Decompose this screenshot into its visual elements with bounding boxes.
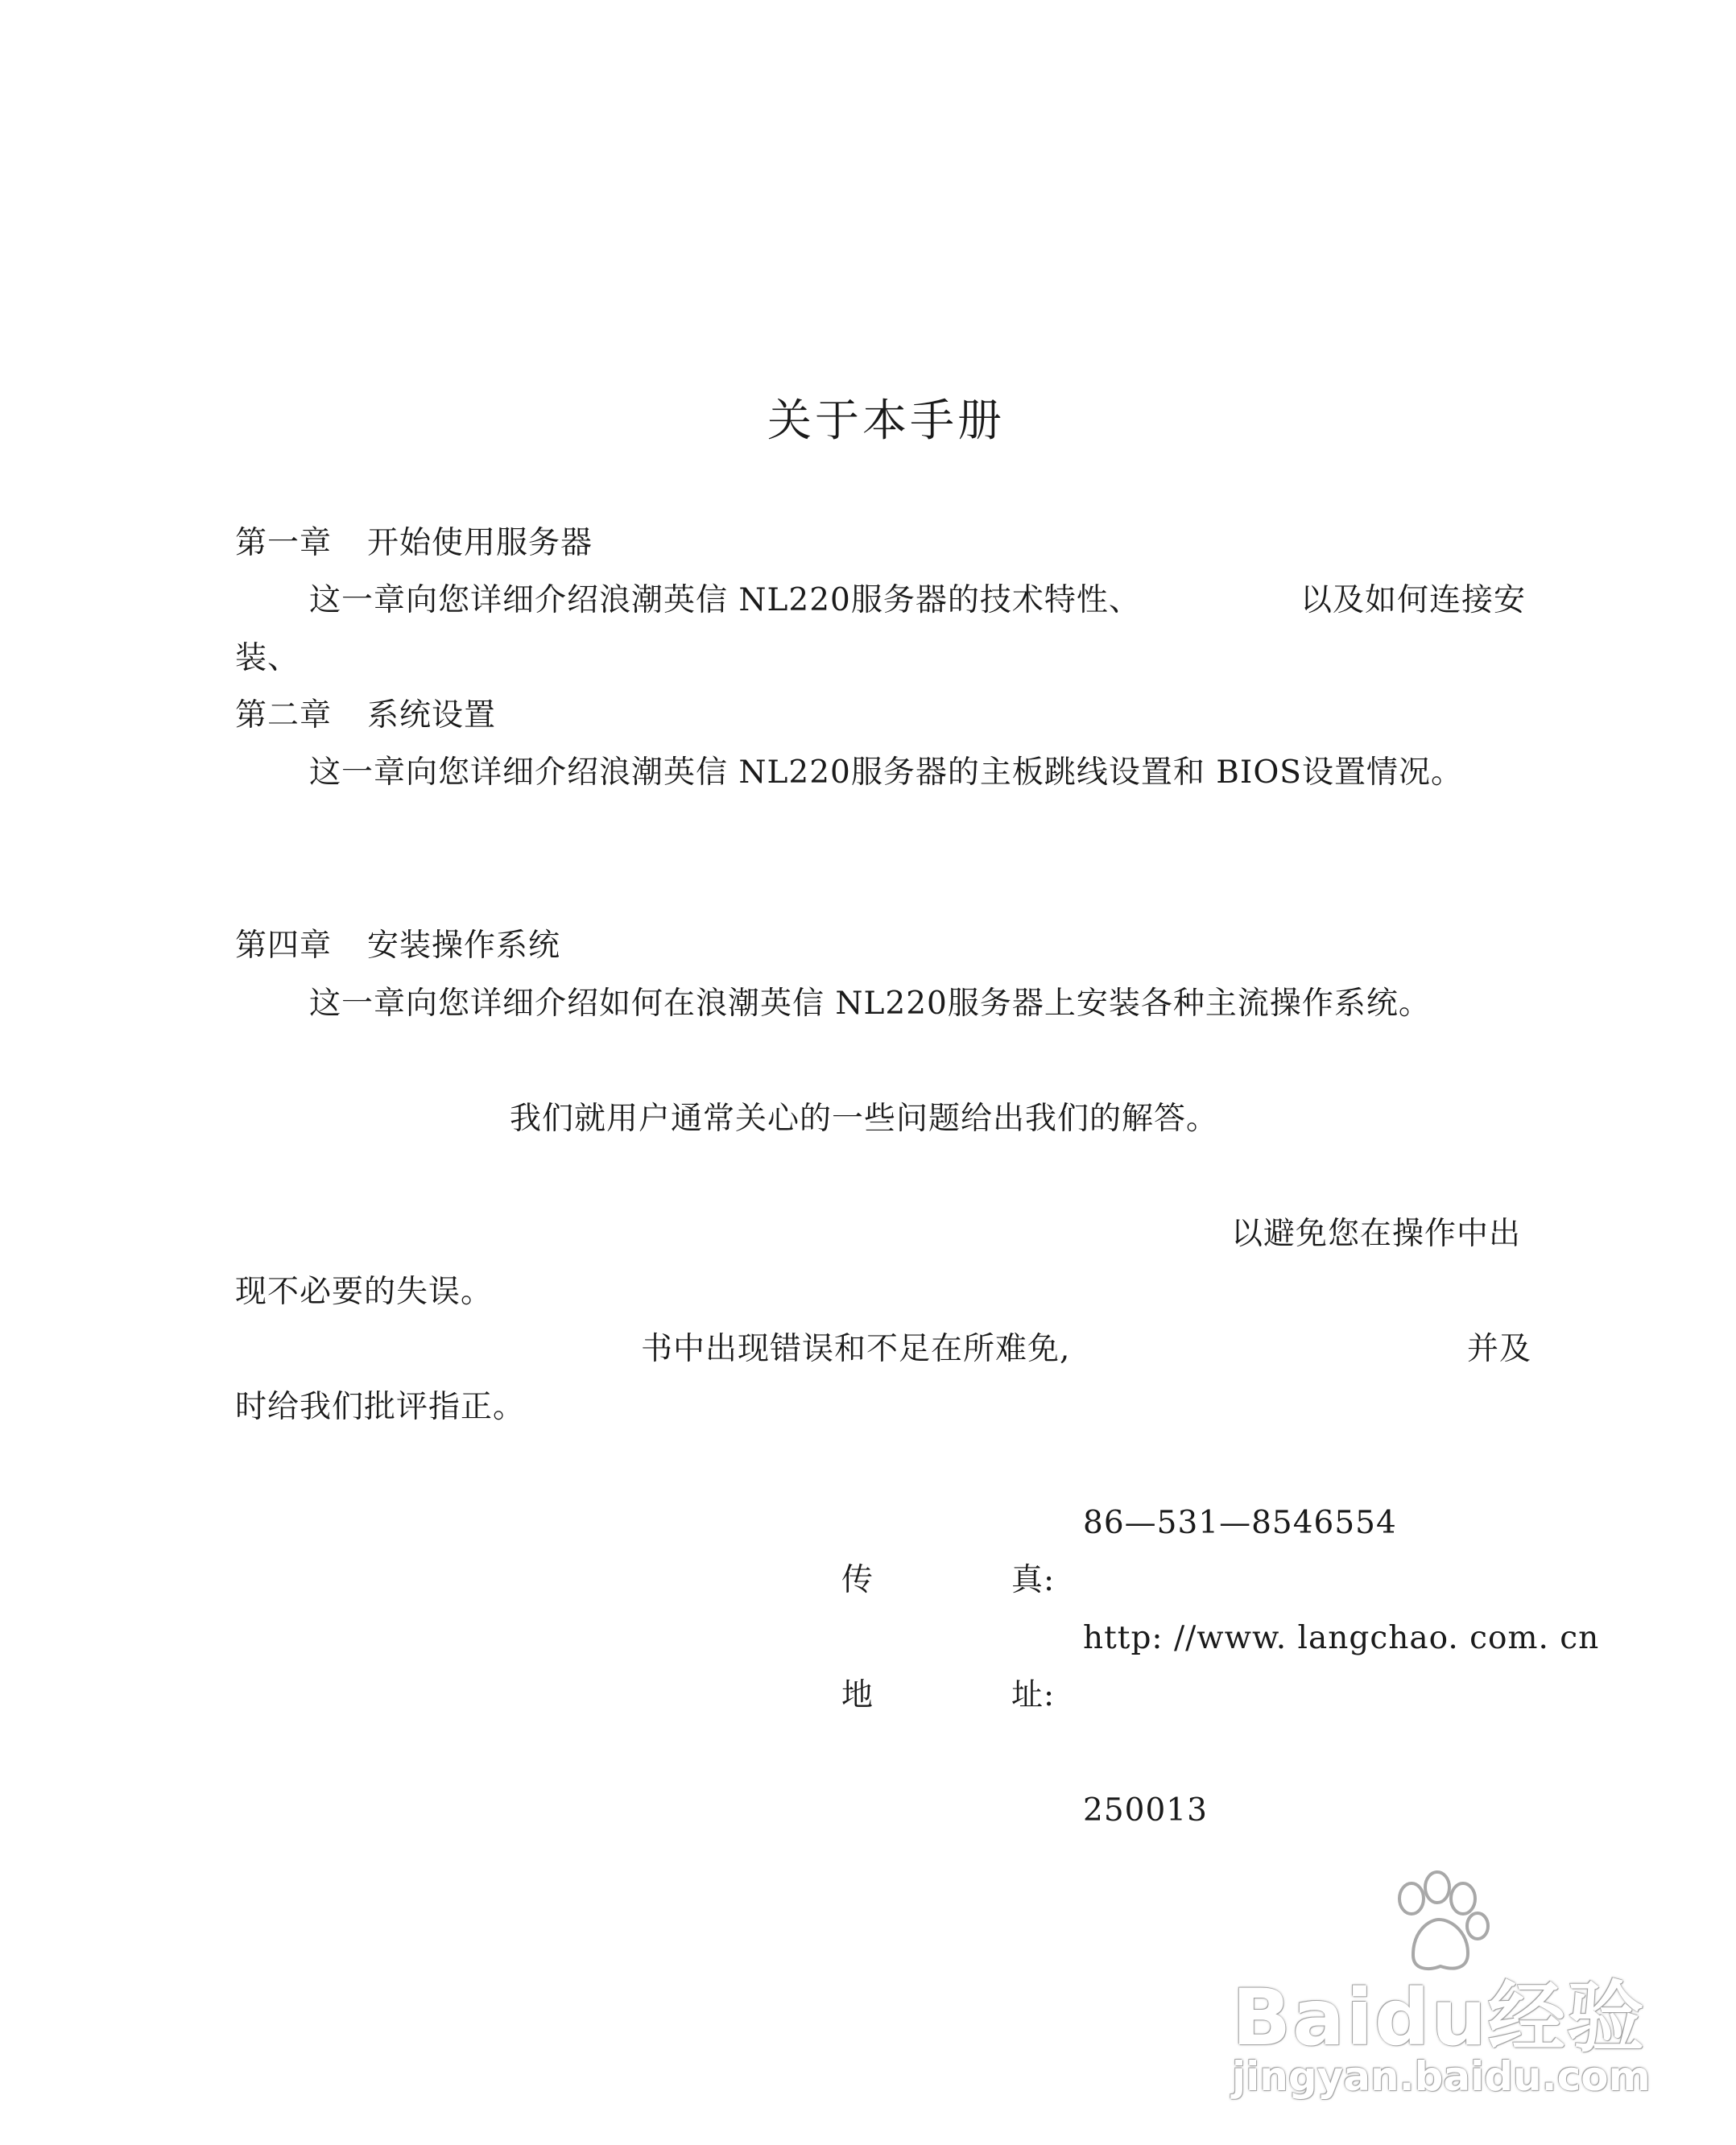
chapter-4-name: 安装操作系统 — [367, 928, 561, 964]
chapter-4-heading — [235, 928, 561, 964]
baidu-jingyan-watermark — [1200, 1868, 1651, 2110]
fax-label-2: 真: — [1011, 1562, 1056, 1598]
chapter-1-desc-part2: 以及如何连接安 — [1300, 582, 1527, 618]
errata-part1: 书中出现错误和不足在所难免, — [641, 1331, 1071, 1367]
chapter-2-name: 系统设置 — [367, 697, 497, 734]
chapter-2-number: 第二章 — [235, 697, 333, 734]
chapter-1-number: 第一章 — [235, 525, 333, 561]
chapter-1-desc-part1: 这一章向您详细介绍浪潮英信 NL220服务器的技术特性、 — [309, 582, 1141, 618]
chapter-4-desc: 这一章向您详细介绍如何在浪潮英信 NL220服务器上安装各种主流操作系统。 — [309, 986, 1431, 1022]
avoid-errors-part2: 现不必要的失误。 — [235, 1274, 494, 1310]
address-label-2: 址: — [1011, 1677, 1056, 1713]
chapter-2-desc: 这一章向您详细介绍浪潮英信 NL220服务器的主板跳线设置和 BIOS设置情况。 — [309, 754, 1464, 791]
watermark-brand: Baidu经验 — [1232, 1973, 1646, 2063]
watermark-url: jingyan.baidu.com — [1232, 2053, 1651, 2100]
avoid-errors-part1: 以避免您在操作中出 — [1231, 1216, 1522, 1252]
postal-code: 250013 — [1083, 1792, 1208, 1829]
page-title: 关于本手册 — [767, 395, 1006, 446]
fax-label-1: 传 — [841, 1562, 874, 1598]
chapter-2-heading — [235, 697, 497, 734]
chapter-4-number: 第四章 — [235, 928, 333, 964]
errata-part3: 时给我们批评指正。 — [235, 1389, 526, 1425]
faq-sentence: 我们就用户通常关心的一些问题给出我们的解答。 — [510, 1101, 1219, 1137]
website-url: http: //www. langchao. com. cn — [1083, 1620, 1600, 1656]
errata-part2: 并及 — [1467, 1331, 1532, 1367]
chapter-1-desc-part3: 装、 — [235, 640, 300, 676]
address-label-1: 地 — [841, 1677, 874, 1713]
chapter-1-heading — [235, 527, 593, 559]
chapter-1-name: 开始使用服务器 — [367, 525, 593, 561]
phone-number: 86—531—8546554 — [1083, 1505, 1397, 1541]
